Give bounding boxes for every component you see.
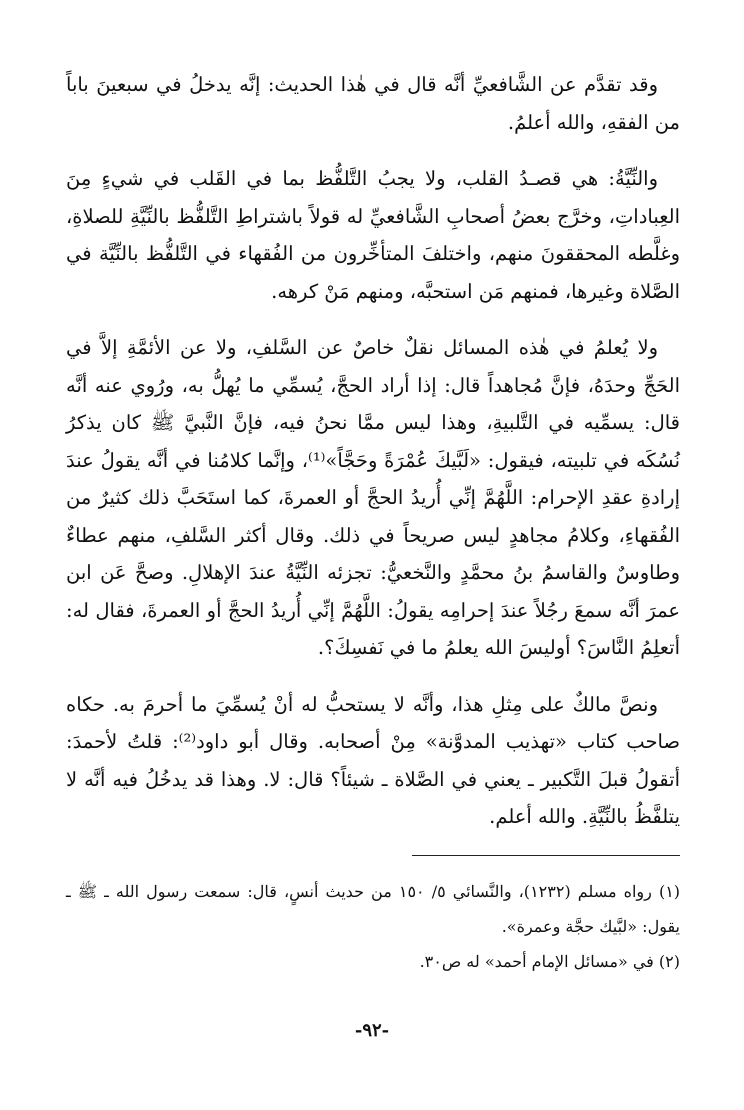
footnote-2: (٢) في «مسائل الإمام أحمد» له ص٣٠. <box>419 951 680 971</box>
page-number: -٩٢- <box>354 1020 390 1041</box>
footnotes <box>66 874 680 979</box>
footnote-divider <box>412 855 680 856</box>
document-page <box>66 66 680 1066</box>
paragraph-1: وقد تقدَّم عن الشَّافعيِّ أنَّه قال في هٰذا الحديث: إنَّه يدخلُ في سبعينَ باباً من الفقهِ، والله أعلمُ. <box>66 73 680 134</box>
paragraph-2: والنِّيَّةُ: هي قصـدُ القلب، ولا يجبُ التَّلفُّظ بما في القَلب في شيءٍ مِنَ العِباداتِ، وخرَّج بعضُ أصحابِ الشَّافعيِّ له قولاً باشتراطِ التَّلفُّظ بالنِّيَّةِ للصلاةِ، وغلَّطه المحققونَ منهم، واختلفَ المتأخِّرون من الفُقهاء في التَّلفُّظ بالنِّيَّة في الصَّلاة وغيرها، فمنهم مَن استحبَّه، ومنهم مَنْ كرهه. <box>66 167 680 303</box>
paragraph-3: ولا يُعلمُ في هٰذه المسائل نقلٌ خاصٌ عن السَّلفِ، ولا عن الأئمَّةِ إلاَّ في الحَجِّ وحدَهُ، فإنَّ مُجاهداً قال: إذا أراد الحجَّ، يُسمِّي ما يُهلُّ به، ورُوي عنه أنَّه قال: يسمِّيه في التَّلبيةِ، وهذا ليس ممَّا نحنُ فيه، فإنَّ النَّبيَّ ﷺ كان يذكرُ نُسُكَه في تلبيته، فيقول: «لَبَّيكَ عُمْرَةً وحَجَّاً»⁽¹⁾، وإنَّما كلامُنا في أنَّه يقولُ عندَ إرادةِ عقدِ الإحرام: اللَّهُمَّ إنِّي أُريدُ الحجَّ أو العمرةَ، كما استَحَبَّ ذلك كثيرٌ من الفُقهاءِ، وكلامُ مجاهدٍ ليس صريحاً في ذلك. وقال أكثر السَّلفِ، منهم عطاءٌ وطاوسٌ والقاسمُ بنُ محمَّدٍ والنَّخعيُّ: تجزئه النِّيَّةُ عندَ الإهلالِ. وصحَّ عَن ابن عمرَ أنَّه سمعَ رجُلاً عندَ إحرامِه يقولُ: اللَّهُمَّ إنِّي أُريدُ الحجَّ أو العمرةَ، فقال له: أتعلِمُ النَّاسَ؟ أوليسَ الله يعلمُ ما في نَفسِكَ؟. <box>66 336 680 659</box>
paragraph-4: ونصَّ مالكٌ على مِثلِ هذا، وأنَّه لا يستحبُّ له أنْ يُسمِّيَ ما أحرمَ به. حكاه صاحب كتاب «تهذيب المدوَّنة» مِنْ أصحابه. وقال أبو داود⁽²⁾: قلتُ لأحمدَ: أتقولُ قبلَ التَّكبير ـ يعني في الصَّلاة ـ شيئاً؟ قال: لا. وهذا قد يدخُلُ فيه أنَّه لا يتلفَّظُ بالنِّيَّةِ. والله أعلم. <box>66 692 681 828</box>
footnote-1: (١) رواه مسلم (١٢٣٢)، والنَّسائي ٥/ ١٥٠ من حديث أنسٍ، قال: سمعت رسول الله ـ ﷺ ـ يقول: «لبَّيك حجَّة وعمرة». <box>66 881 681 936</box>
